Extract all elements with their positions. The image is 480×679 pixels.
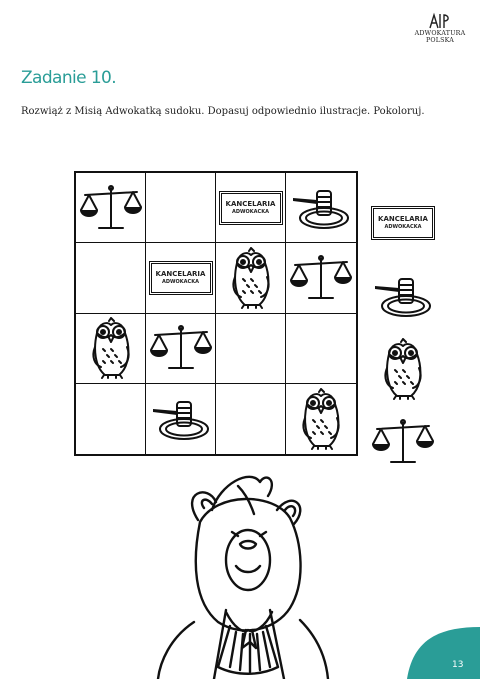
adwokatura-emblem-icon [427,12,453,30]
sudoku-cell-filled [76,173,146,243]
sign-line-2: ADWOKACKA [384,223,422,230]
owl-icon [299,388,343,450]
adwokatura-logo [410,12,470,44]
law-office-sign [221,193,281,223]
logo-line-1: ADWOKATURA [414,30,466,37]
scales-icon [289,253,353,303]
legend-item [368,259,438,332]
bear-lawyer-illustration [150,462,330,679]
sudoku-cell-filled [286,243,356,313]
scales-icon [79,183,143,233]
sudoku-cell-filled [216,173,286,243]
legend-column [368,186,438,478]
legend-item [368,405,438,478]
owl-icon [381,338,425,400]
sign-line-1: KANCELARIA [378,214,428,223]
sign-line-1: KANCELARIA [155,269,206,278]
logo-line-2: POLSKA [425,37,455,44]
sudoku-cell-filled [146,384,216,454]
sudoku-cell-filled [146,314,216,384]
owl-icon [229,247,273,309]
sudoku-cell-filled [146,243,216,313]
sudoku-cell-empty[interactable] [286,314,356,384]
scales-icon [371,417,435,467]
sign-line-2: ADWOKACKA [162,278,199,285]
legend-item [368,332,438,405]
law-office-sign [151,263,211,293]
sudoku-cell-filled [286,173,356,243]
stamp-icon [290,185,352,231]
sudoku-cell-empty[interactable] [76,243,146,313]
stamp-icon [372,273,434,319]
sudoku-grid [74,171,358,456]
scales-icon [149,323,213,373]
law-office-sign [373,208,433,238]
sudoku-cell-filled [76,314,146,384]
task-instruction: Rozwiąż z Misią Adwokatką sudoku. Dopasuj odpowiednio ilustracje. Pokoloruj. [21,106,425,117]
page-number: 13 [452,660,464,670]
page-corner-tab [407,627,480,679]
sudoku-cell-empty[interactable] [216,314,286,384]
sign-line-1: KANCELARIA [225,199,276,208]
sudoku-cell-empty[interactable] [216,384,286,454]
sudoku-cell-filled [216,243,286,313]
stamp-icon [150,396,212,442]
sudoku-cell-empty[interactable] [146,173,216,243]
sudoku-cell-filled [286,384,356,454]
sign-line-2: ADWOKACKA [232,208,269,215]
task-title: Zadanie 10. [21,68,117,88]
legend-item [368,186,438,259]
sudoku-cell-empty[interactable] [76,384,146,454]
owl-icon [89,317,133,379]
